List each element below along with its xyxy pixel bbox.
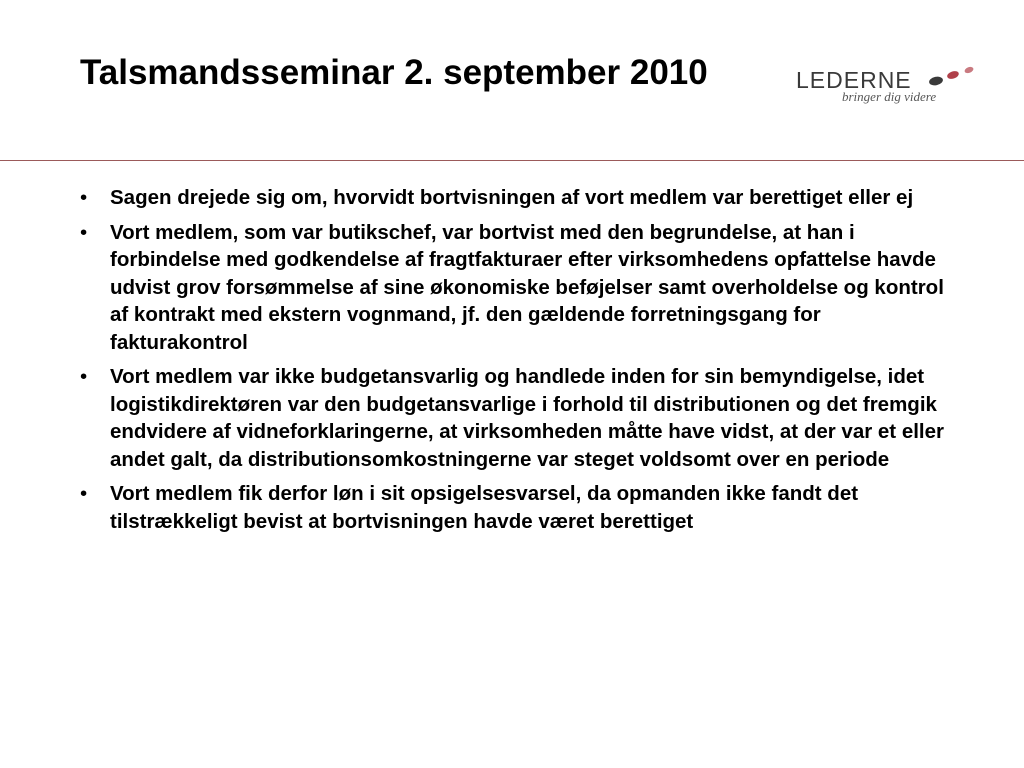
lederne-logo — [796, 64, 986, 112]
bullet-item — [80, 219, 960, 357]
bullet-item — [80, 363, 960, 473]
bullet-text: Vort medlem fik derfor løn i sit opsigelsesvarsel, da opmanden ikke fandt det tilstrækkeligt bevist at bortvisningen havde været berettiget — [110, 482, 859, 533]
slide-title: Talsmandsseminar 2. september 2010 — [80, 53, 708, 92]
bullet-mark: • — [80, 482, 88, 505]
bullet-text: Vort medlem, som var butikschef, var bortvist med den begrundelse, at han i forbindelse med godkendelse af fragtfakturaer efter virksomhedens opfattelse havde udvist grov forsømmelse af sine økonomiske beføjelser samt overholdelse og kontrol af kontrakt med ekstern vognmand, jf. den gældende forretningsgang for fakturakontrol — [110, 220, 944, 354]
title-divider — [0, 160, 1024, 161]
logo-wordmark: LEDERNE — [796, 67, 912, 93]
bullet-text: Sagen drejede sig om, hvorvidt bortvisningen af vort medlem var berettiget eller ej — [110, 186, 914, 209]
bullet-list — [80, 184, 960, 542]
logo-dots-icon — [926, 64, 978, 88]
bullet-mark: • — [80, 220, 88, 244]
bullet-mark: • — [80, 365, 88, 388]
bullet-text: Vort medlem var ikke budgetansvarlig og handlede inden for sin bemyndigelse, idet logistikdirektøren var den budgetansvarlige i forhold til distributionen og det fremgik endvidere af vidneforklaringerne, at virksomheden måtte have vidst, at der var et eller andet galt, da distributionsomkostningerne var steget voldsomt over en periode — [110, 365, 944, 471]
logo-tagline: bringer dig videre — [842, 89, 937, 104]
bullet-item — [80, 480, 960, 535]
bullet-item — [80, 184, 960, 212]
bullet-mark: • — [80, 186, 88, 209]
